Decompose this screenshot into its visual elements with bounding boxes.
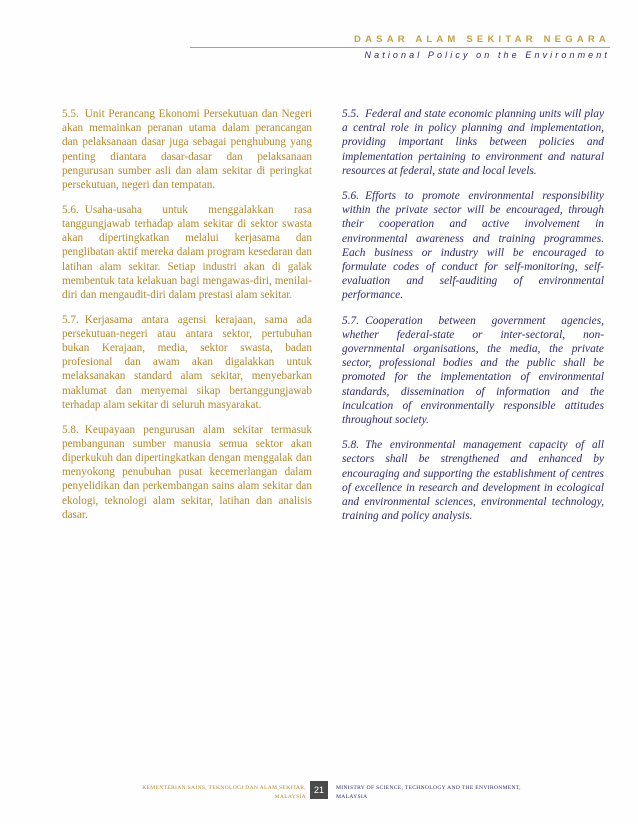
english-paragraph-5-7 bbox=[342, 314, 604, 428]
header-title-malay: DASAR ALAM SEKITAR NEGARA bbox=[354, 34, 610, 45]
paragraph-text: The environmental management capacity of all sectors shall be strengthened and enhanced by encouraging and supporting the establishment of centres of excellence in research and development in ecological and environmental sciences, environmental technology, training and policy analysis. bbox=[342, 439, 604, 523]
page-number: 21 bbox=[310, 781, 328, 799]
paragraph-number: 5.7. bbox=[62, 313, 79, 326]
footer-right-line1: MINISTRY OF SCIENCE, TECHNOLOGY AND THE ENVIRONMENT, bbox=[336, 785, 521, 791]
footer-ministry-english bbox=[336, 784, 586, 802]
paragraph-text: Cooperation between government agencies, whether federal-state or inter-sectoral, non-governmental organisations, the media, the private sector, professional bodies and the public shall be promoted for the implementation of environmental standards, dissemination of information and the inculcation of environmentally responsible attitudes throughout society. bbox=[342, 314, 604, 427]
paragraph-number: 5.6. bbox=[62, 203, 79, 216]
paragraph-text: Kerjasama antara agensi kerajaan, sama ada persekutuan-negeri atau antara sektor, pertubuhan bukan Kerajaan, media, sektor swasta, badan profesional dan awam akan digalakkan untuk melaksanakan standard alam sekitar, menyebarkan maklumat dan menyemai sikap bertanggungjawab terhadap alam sekitar di seluruh masyarakat. bbox=[62, 313, 312, 411]
paragraph-text: Keupayaan pengurusan alam sekitar termasuk pembangunan sumber manusia semua sektor akan diperkukuh dan dipertingkatkan dengan menggalak dan menyokong penubuhan pusat kecemerlangan dalam penyelidikan dan perkembangan sains alam sekitar dan ekologi, teknologi alam sekitar, latihan dan analisis dasar. bbox=[62, 423, 312, 521]
header-rule bbox=[190, 47, 610, 48]
footer-ministry-malay bbox=[110, 784, 306, 802]
paragraph-number: 5.5. bbox=[342, 108, 360, 120]
paragraph-number: 5.7. bbox=[342, 314, 360, 327]
malay-paragraph-5-7 bbox=[62, 313, 312, 412]
malay-paragraph-5-5 bbox=[62, 107, 312, 192]
footer-left-line2: MALAYSIA bbox=[274, 794, 306, 800]
malay-paragraph-5-6 bbox=[62, 203, 312, 302]
english-column bbox=[342, 107, 604, 534]
paragraph-number: 5.5. bbox=[62, 108, 79, 120]
paragraph-text: Usaha-usaha untuk menggalakkan rasa tanggungjawab terhadap alam sekitar di sektor swasta akan dipertingkatkan melalui kerjasama dan penglibatan aktif mereka dalam program kesedaran dan latihan alam sekitar. Setiap industri akan di galak membentuk tata kelakuan bagi mengawas-diri, menilai-diri dan mengaudit-diri dalam prestasi alam sekitar. bbox=[62, 203, 312, 301]
footer-left-line1: KEMENTERIAN SAINS, TEKNOLOGI DAN ALAM SEKITAR, bbox=[142, 785, 306, 791]
paragraph-number: 5.8. bbox=[342, 439, 360, 452]
english-paragraph-5-5 bbox=[342, 107, 604, 178]
paragraph-number: 5.6. bbox=[342, 190, 360, 203]
paragraph-text: Federal and state economic planning units will play a central role in policy planning and implementation, providing important links between policies and implementation pertaining to environment and natural resources at federal, state and local levels. bbox=[342, 108, 604, 177]
header-title-english: National Policy on the Environment bbox=[364, 50, 610, 60]
english-paragraph-5-8 bbox=[342, 438, 604, 523]
paragraph-text: Unit Perancang Ekonomi Persekutuan dan Negeri akan memainkan peranan utama dalam perancangan dan pelaksanaan dasar juga sebagai penghubung yang penting diantara dasar-dasar dan pelaksanaan pengurusan sumber asli dan alam sekitar di peringkat persekutuan, negeri dan tempatan. bbox=[62, 108, 312, 192]
footer-right-line2: MALAYSIA bbox=[336, 794, 368, 800]
page-footer bbox=[0, 776, 638, 816]
paragraph-text: Efforts to promote environmental responsibility within the private sector will be encouraged, through their cooperation and active involvement in environmental awareness and training programmes. Each business or industry will be encouraged to formulate codes of conduct for self-monitoring, self-evaluation and self-auditing of environmental performance. bbox=[342, 190, 604, 302]
malay-paragraph-5-8 bbox=[62, 423, 312, 522]
english-paragraph-5-6 bbox=[342, 189, 604, 303]
paragraph-number: 5.8. bbox=[62, 423, 79, 436]
page-header bbox=[190, 34, 610, 61]
malay-column bbox=[62, 107, 312, 532]
